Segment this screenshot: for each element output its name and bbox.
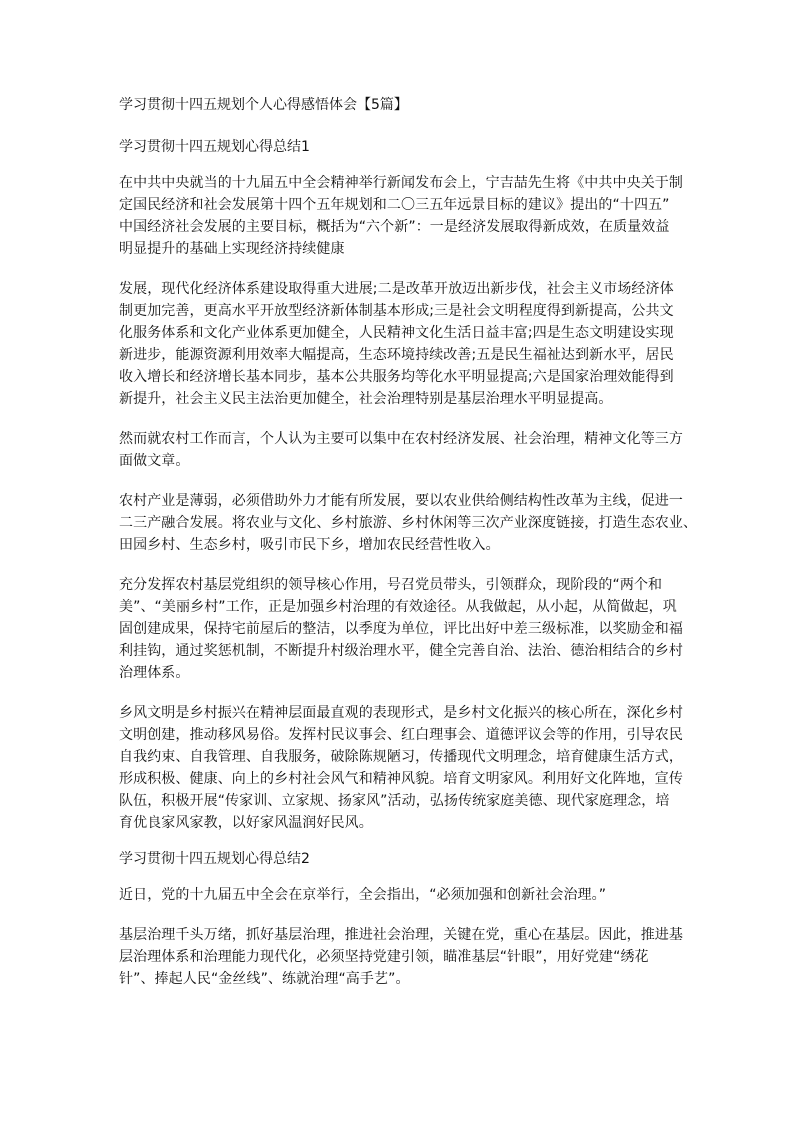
paragraph-1 bbox=[119, 172, 683, 260]
paragraph-4 bbox=[119, 490, 698, 556]
paragraph-line: 发展，现代化经济体系建设取得重大进展;二是改革开放迈出新步伐，社会主义市场经济体 bbox=[119, 281, 674, 297]
paragraph-5 bbox=[119, 574, 683, 684]
paragraph-line: 层治理体系和治理能力现代化，必须坚持党建引领，瞄准基层“针眼”，用好党建“绣花 bbox=[119, 949, 649, 965]
document-page bbox=[119, 94, 698, 990]
paragraph-line: 美”、“美丽乡村”工作，正是加强乡村治理的有效途径。从我做起，从小起，从简做起，巩 bbox=[119, 599, 677, 615]
paragraph-7 bbox=[119, 884, 679, 906]
paragraph-line: 在中共中央就当的十九届五中全会精神举行新闻发布会上，宁吉喆先生将《中共中央关于制 bbox=[119, 175, 683, 191]
paragraph-line: 近日，党的十九届五中全会在京举行，全会指出，“必须加强和创新社会治理。” bbox=[119, 887, 607, 903]
paragraph-line: 然而就农村工作而言，个人认为主要可以集中在农村经济发展、社会治理，精神文化等三方 bbox=[119, 431, 683, 447]
paragraph-line: 明显提升的基础上实现经济持续健康 bbox=[119, 241, 345, 257]
paragraph-3 bbox=[119, 428, 683, 472]
paragraph-line: 田园乡村、生态乡村，吸引市民下乡，增加农民经营性收入。 bbox=[119, 537, 500, 553]
paragraph-line: 收入增长和经济增长基本同步，基本公共服务均等化水平明显提高;六是国家治理效能得到 bbox=[119, 369, 674, 385]
paragraph-line: 文明创建，推动移风易俗。发挥村民议事会、红白理事会、道德评议会等的作用，引导农民 bbox=[119, 727, 683, 743]
section-2-title: 学习贯彻十四五规划心得总结2 bbox=[119, 851, 310, 867]
paragraph-2 bbox=[119, 278, 679, 410]
paragraph-line: 中国经济社会发展的主要目标，概括为“六个新”：一是经济发展取得新成效，在质量效益 bbox=[119, 219, 670, 235]
paragraph-line: 新进步，能源资源利用效率大幅提高，生态环境持续改善;五是民生福祉达到新水平，居民 bbox=[119, 347, 674, 363]
paragraph-line: 形成积极、健康、向上的乡村社会风气和精神风貌。培育文明家风。利用好文化阵地，宣传 bbox=[119, 771, 683, 787]
paragraph-line: 二三产融合发展。将农业与文化、乡村旅游、乡村休闲等三次产业深度链接，打造生态农业、 bbox=[119, 515, 698, 531]
document-title: 学习贯彻十四五规划个人心得感悟体会【5篇】 bbox=[119, 97, 408, 113]
paragraph-line: 乡风文明是乡村振兴在精神层面最直观的表现形式，是乡村文化振兴的核心所在，深化乡村 bbox=[119, 705, 683, 721]
paragraph-line: 基层治理千头万绪，抓好基层治理，推进社会治理，关键在党，重心在基层。因此，推进基 bbox=[119, 927, 683, 943]
paragraph-line: 制更加完善，更高水平开放型经济新体制基本形成;三是社会文明程度得到新提高，公共文 bbox=[119, 303, 674, 319]
section-1-title: 学习贯彻十四五规划心得总结1 bbox=[119, 139, 310, 155]
paragraph-line: 队伍，积极开展“传家训、立家规、扬家风”活动，弘扬传统家庭美德、现代家庭理念，培 bbox=[119, 793, 670, 809]
paragraph-8 bbox=[119, 924, 683, 990]
paragraph-line: 利挂钩，通过奖惩机制，不断提升村级治理水平，健全完善自治、法治、德治相结合的乡村 bbox=[119, 643, 683, 659]
paragraph-line: 定国民经济和社会发展第十四个五年规划和二〇三五年远景目标的建议》提出的“十四五” bbox=[119, 197, 670, 213]
paragraph-line: 面做文章。 bbox=[119, 453, 190, 469]
paragraph-6 bbox=[119, 702, 683, 834]
paragraph-line: 固创建成果，保持宅前屋后的整洁，以季度为单位，评比出好中差三级标准，以奖励金和福 bbox=[119, 621, 683, 637]
paragraph-line: 育优良家风家教，以好家风温润好民风。 bbox=[119, 815, 373, 831]
paragraph-line: 新提升，社会主义民主法治更加健全，社会治理特别是基层治理水平明显提高。 bbox=[119, 391, 613, 407]
paragraph-line: 自我约束、自我管理、自我服务，破除陈规陋习，传播现代文明理念，培育健康生活方式， bbox=[119, 749, 683, 765]
paragraph-line: 农村产业是薄弱，必须借助外力才能有所发展，要以农业供给侧结构性改革为主线，促进一 bbox=[119, 493, 683, 509]
paragraph-line: 化服务体系和文化产业体系更加健全，人民精神文化生活日益丰富;四是生态文明建设实现 bbox=[119, 325, 674, 341]
paragraph-line: 治理体系。 bbox=[119, 665, 190, 681]
paragraph-line: 充分发挥农村基层党组织的领导核心作用，号召党员带头，引领群众，现阶段的“两个和 bbox=[119, 577, 663, 593]
paragraph-line: 针”、捧起人民“金丝线”、练就治理“高手艺”。 bbox=[119, 971, 410, 987]
